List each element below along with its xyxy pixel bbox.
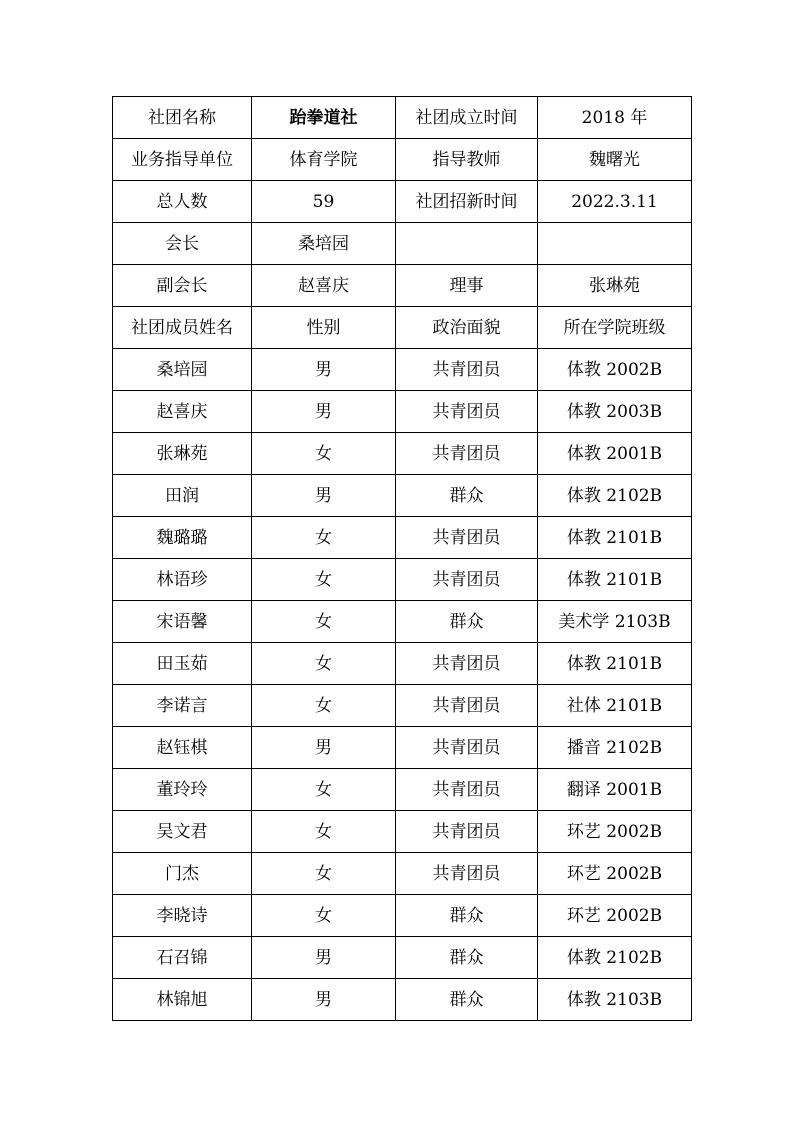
member-name: 赵钰棋 (113, 727, 252, 769)
member-class: 体教 2002B (538, 349, 692, 391)
table-row (113, 685, 692, 727)
label-club-name: 社团名称 (113, 97, 252, 139)
info-row-president (113, 223, 692, 265)
founded-time-value: 2018 年 (538, 97, 692, 139)
member-politics: 群众 (396, 475, 538, 517)
table-row (113, 811, 692, 853)
table-row (113, 433, 692, 475)
member-gender: 女 (252, 853, 396, 895)
table-row (113, 559, 692, 601)
member-politics: 共青团员 (396, 769, 538, 811)
member-name: 李诺言 (113, 685, 252, 727)
member-name: 魏璐璐 (113, 517, 252, 559)
column-header-politics: 政治面貌 (396, 307, 538, 349)
column-header-name: 社团成员姓名 (113, 307, 252, 349)
table-row (113, 475, 692, 517)
member-name: 门杰 (113, 853, 252, 895)
label-recruit-time: 社团招新时间 (396, 181, 538, 223)
member-gender: 男 (252, 727, 396, 769)
empty-cell (538, 223, 692, 265)
member-gender: 女 (252, 811, 396, 853)
column-header-class: 所在学院班级 (538, 307, 692, 349)
member-gender: 男 (252, 349, 396, 391)
member-politics: 共青团员 (396, 643, 538, 685)
member-politics: 共青团员 (396, 727, 538, 769)
table-row (113, 601, 692, 643)
table-row (113, 853, 692, 895)
member-politics: 群众 (396, 895, 538, 937)
member-class: 体教 2103B (538, 979, 692, 1021)
member-gender: 女 (252, 517, 396, 559)
guidance-unit-value: 体育学院 (252, 139, 396, 181)
member-gender: 女 (252, 601, 396, 643)
member-name: 林锦旭 (113, 979, 252, 1021)
member-gender: 男 (252, 391, 396, 433)
member-politics: 共青团员 (396, 811, 538, 853)
info-row-guidance (113, 139, 692, 181)
member-politics: 共青团员 (396, 559, 538, 601)
info-row-club-name (113, 97, 692, 139)
table-row (113, 895, 692, 937)
member-politics: 群众 (396, 937, 538, 979)
member-class: 体教 2102B (538, 475, 692, 517)
table-row (113, 517, 692, 559)
member-politics: 共青团员 (396, 433, 538, 475)
member-gender: 女 (252, 559, 396, 601)
member-name: 董玲玲 (113, 769, 252, 811)
member-gender: 女 (252, 433, 396, 475)
recruit-time-value: 2022.3.11 (538, 181, 692, 223)
label-president: 会长 (113, 223, 252, 265)
members-header-row (113, 307, 692, 349)
member-politics: 共青团员 (396, 349, 538, 391)
member-name: 李晓诗 (113, 895, 252, 937)
member-politics: 共青团员 (396, 685, 538, 727)
club-info-body (113, 97, 692, 349)
total-members-value: 59 (252, 181, 396, 223)
member-name: 田玉茹 (113, 643, 252, 685)
table-row (113, 727, 692, 769)
member-class: 体教 2101B (538, 643, 692, 685)
label-guidance-unit: 业务指导单位 (113, 139, 252, 181)
member-class: 体教 2001B (538, 433, 692, 475)
table-row (113, 769, 692, 811)
member-class: 播音 2102B (538, 727, 692, 769)
member-politics: 群众 (396, 979, 538, 1021)
member-class: 翻译 2001B (538, 769, 692, 811)
vice-president-value: 赵喜庆 (252, 265, 396, 307)
member-name: 桑培园 (113, 349, 252, 391)
table-row (113, 349, 692, 391)
member-name: 宋语馨 (113, 601, 252, 643)
member-class: 美术学 2103B (538, 601, 692, 643)
member-class: 环艺 2002B (538, 811, 692, 853)
column-header-gender: 性别 (252, 307, 396, 349)
member-gender: 男 (252, 937, 396, 979)
member-class: 环艺 2002B (538, 895, 692, 937)
info-row-vice (113, 265, 692, 307)
member-gender: 女 (252, 769, 396, 811)
member-class: 体教 2101B (538, 559, 692, 601)
member-politics: 群众 (396, 601, 538, 643)
club-info-table (112, 96, 692, 1021)
director-value: 张琳苑 (538, 265, 692, 307)
label-director: 理事 (396, 265, 538, 307)
member-gender: 女 (252, 895, 396, 937)
member-gender: 女 (252, 643, 396, 685)
member-politics: 共青团员 (396, 391, 538, 433)
table-row (113, 979, 692, 1021)
member-gender: 女 (252, 685, 396, 727)
member-class: 体教 2003B (538, 391, 692, 433)
info-row-total (113, 181, 692, 223)
member-name: 张琳苑 (113, 433, 252, 475)
member-politics: 共青团员 (396, 517, 538, 559)
member-gender: 男 (252, 979, 396, 1021)
president-value: 桑培园 (252, 223, 396, 265)
empty-cell (396, 223, 538, 265)
table-row (113, 391, 692, 433)
label-founded-time: 社团成立时间 (396, 97, 538, 139)
table-row (113, 643, 692, 685)
table-row (113, 937, 692, 979)
member-name: 林语珍 (113, 559, 252, 601)
member-name: 赵喜庆 (113, 391, 252, 433)
member-politics: 共青团员 (396, 853, 538, 895)
teacher-value: 魏曙光 (538, 139, 692, 181)
member-rows (113, 349, 692, 1021)
member-class: 体教 2102B (538, 937, 692, 979)
member-class: 社体 2101B (538, 685, 692, 727)
member-name: 田润 (113, 475, 252, 517)
member-gender: 男 (252, 475, 396, 517)
club-name-value: 跆拳道社 (252, 97, 396, 139)
member-name: 石召锦 (113, 937, 252, 979)
label-teacher: 指导教师 (396, 139, 538, 181)
label-total-members: 总人数 (113, 181, 252, 223)
label-vice-president: 副会长 (113, 265, 252, 307)
member-name: 吴文君 (113, 811, 252, 853)
member-class: 体教 2101B (538, 517, 692, 559)
member-class: 环艺 2002B (538, 853, 692, 895)
